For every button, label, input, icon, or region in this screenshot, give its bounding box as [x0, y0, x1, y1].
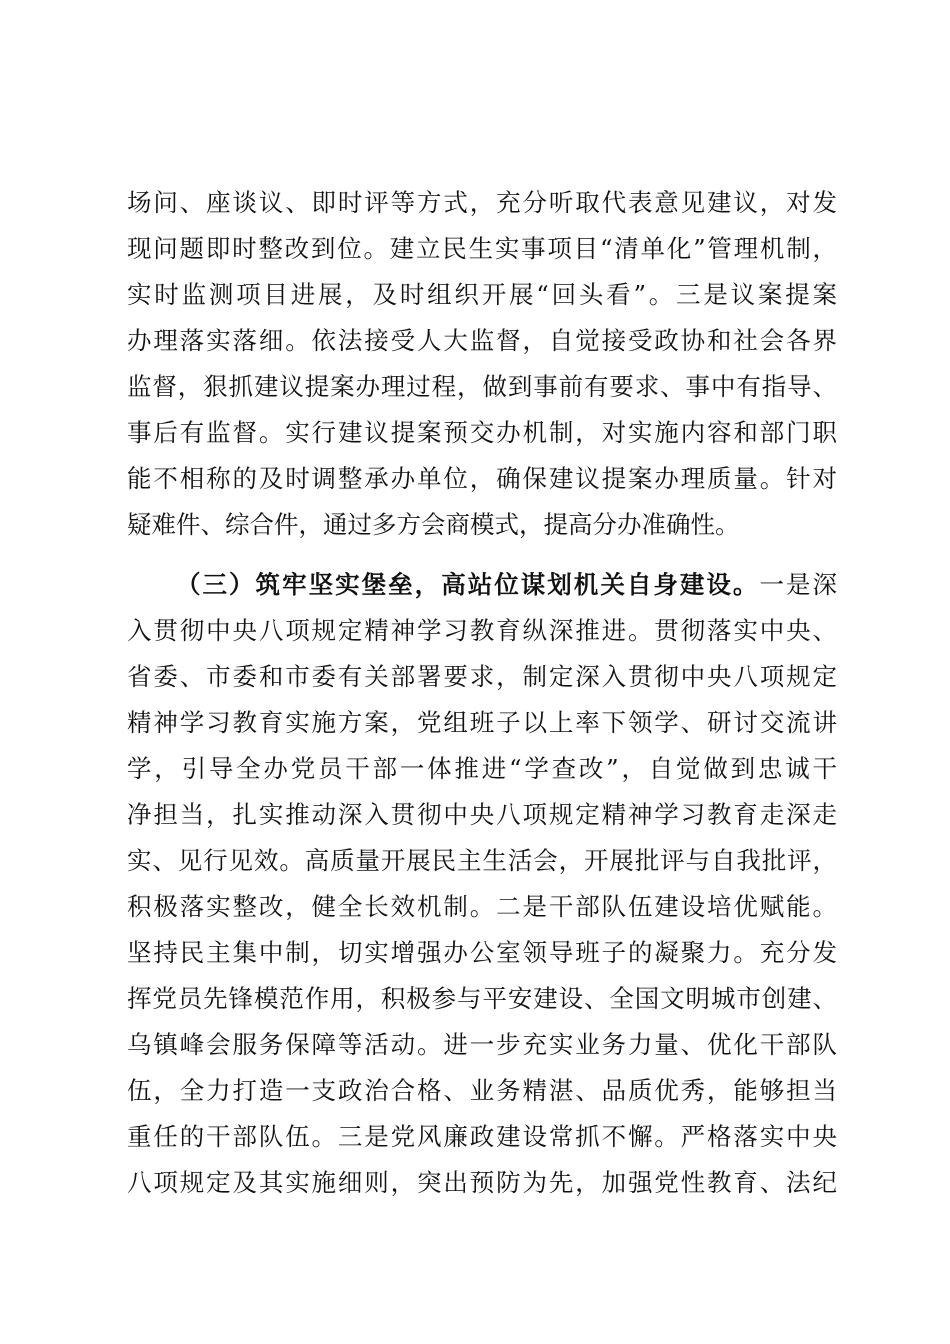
paragraph-line: 办理落实落细。依法接受人大监督，自觉接受政协和社会各界: [127, 326, 837, 355]
paragraph-line: 坚持民主集中制，切实增强办公室领导班子的凝聚力。充分发: [127, 938, 837, 967]
paragraph-line: 省委、市委和市委有关部署要求，制定深入贯彻中央八项规定: [127, 662, 837, 691]
section-3: [127, 562, 837, 1206]
paragraph-line: 积极落实整改，健全长效机制。二是干部队伍建设培优赋能。: [127, 892, 837, 921]
paragraph-line: 场问、座谈议、即时评等方式，充分听取代表意见建议，对发: [127, 188, 837, 217]
paragraph-line: 事后有监督。实行建议提案预交办机制，对实施内容和部门职: [127, 418, 837, 447]
paragraph-line: 精神学习教育实施方案，党组班子以上率下领学、研讨交流讲: [127, 708, 837, 737]
paragraph-line: 伍，全力打造一支政治合格、业务精湛、品质优秀，能够担当: [127, 1076, 837, 1105]
paragraph-line: 入贯彻中央八项规定精神学习教育纵深推进。贯彻落实中央、: [127, 616, 837, 645]
paragraph-line: 净担当，扎实推动深入贯彻中央八项规定精神学习教育走深走: [127, 800, 837, 829]
paragraph-line: 八项规定及其实施细则，突出预防为先，加强党性教育、法纪: [127, 1168, 837, 1197]
paragraph-line: 挥党员先锋模范作用，积极参与平安建设、全国文明城市创建、: [127, 984, 837, 1013]
paragraph-line: 现问题即时整改到位。建立民生实事项目“清单化”管理机制，: [127, 234, 837, 263]
paragraph-1: [127, 180, 837, 548]
paragraph-line: 重任的干部队伍。三是党风廉政建设常抓不懈。严格落实中央: [127, 1122, 837, 1151]
paragraph-line: 实时监测项目进展，及时组织开展“回头看”。三是议案提案: [127, 280, 837, 309]
heading-line-rest: 一是深: [759, 570, 838, 599]
paragraph-line: 疑难件、综合件，通过多方会商模式，提高分办准确性。: [127, 510, 740, 539]
document-body: [127, 180, 837, 1206]
paragraph-line: 能不相称的及时调整承办单位，确保建议提案办理质量。针对: [127, 464, 837, 493]
paragraph-line: 实、见行见效。高质量开展民主生活会，开展批评与自我批评，: [127, 846, 837, 875]
section-heading-line: [127, 562, 837, 608]
paragraph-line: 乌镇峰会服务保障等活动。进一步充实业务力量、优化干部队: [127, 1030, 837, 1059]
section-heading: （三）筑牢坚实堡垒，高站位谋划机关自身建设。: [176, 570, 760, 599]
paragraph-line: 监督，狠抓建议提案办理过程，做到事前有要求、事中有指导、: [127, 372, 837, 401]
paragraph-line: 学，引导全办党员干部一体推进“学查改”，自觉做到忠诚干: [127, 754, 837, 783]
